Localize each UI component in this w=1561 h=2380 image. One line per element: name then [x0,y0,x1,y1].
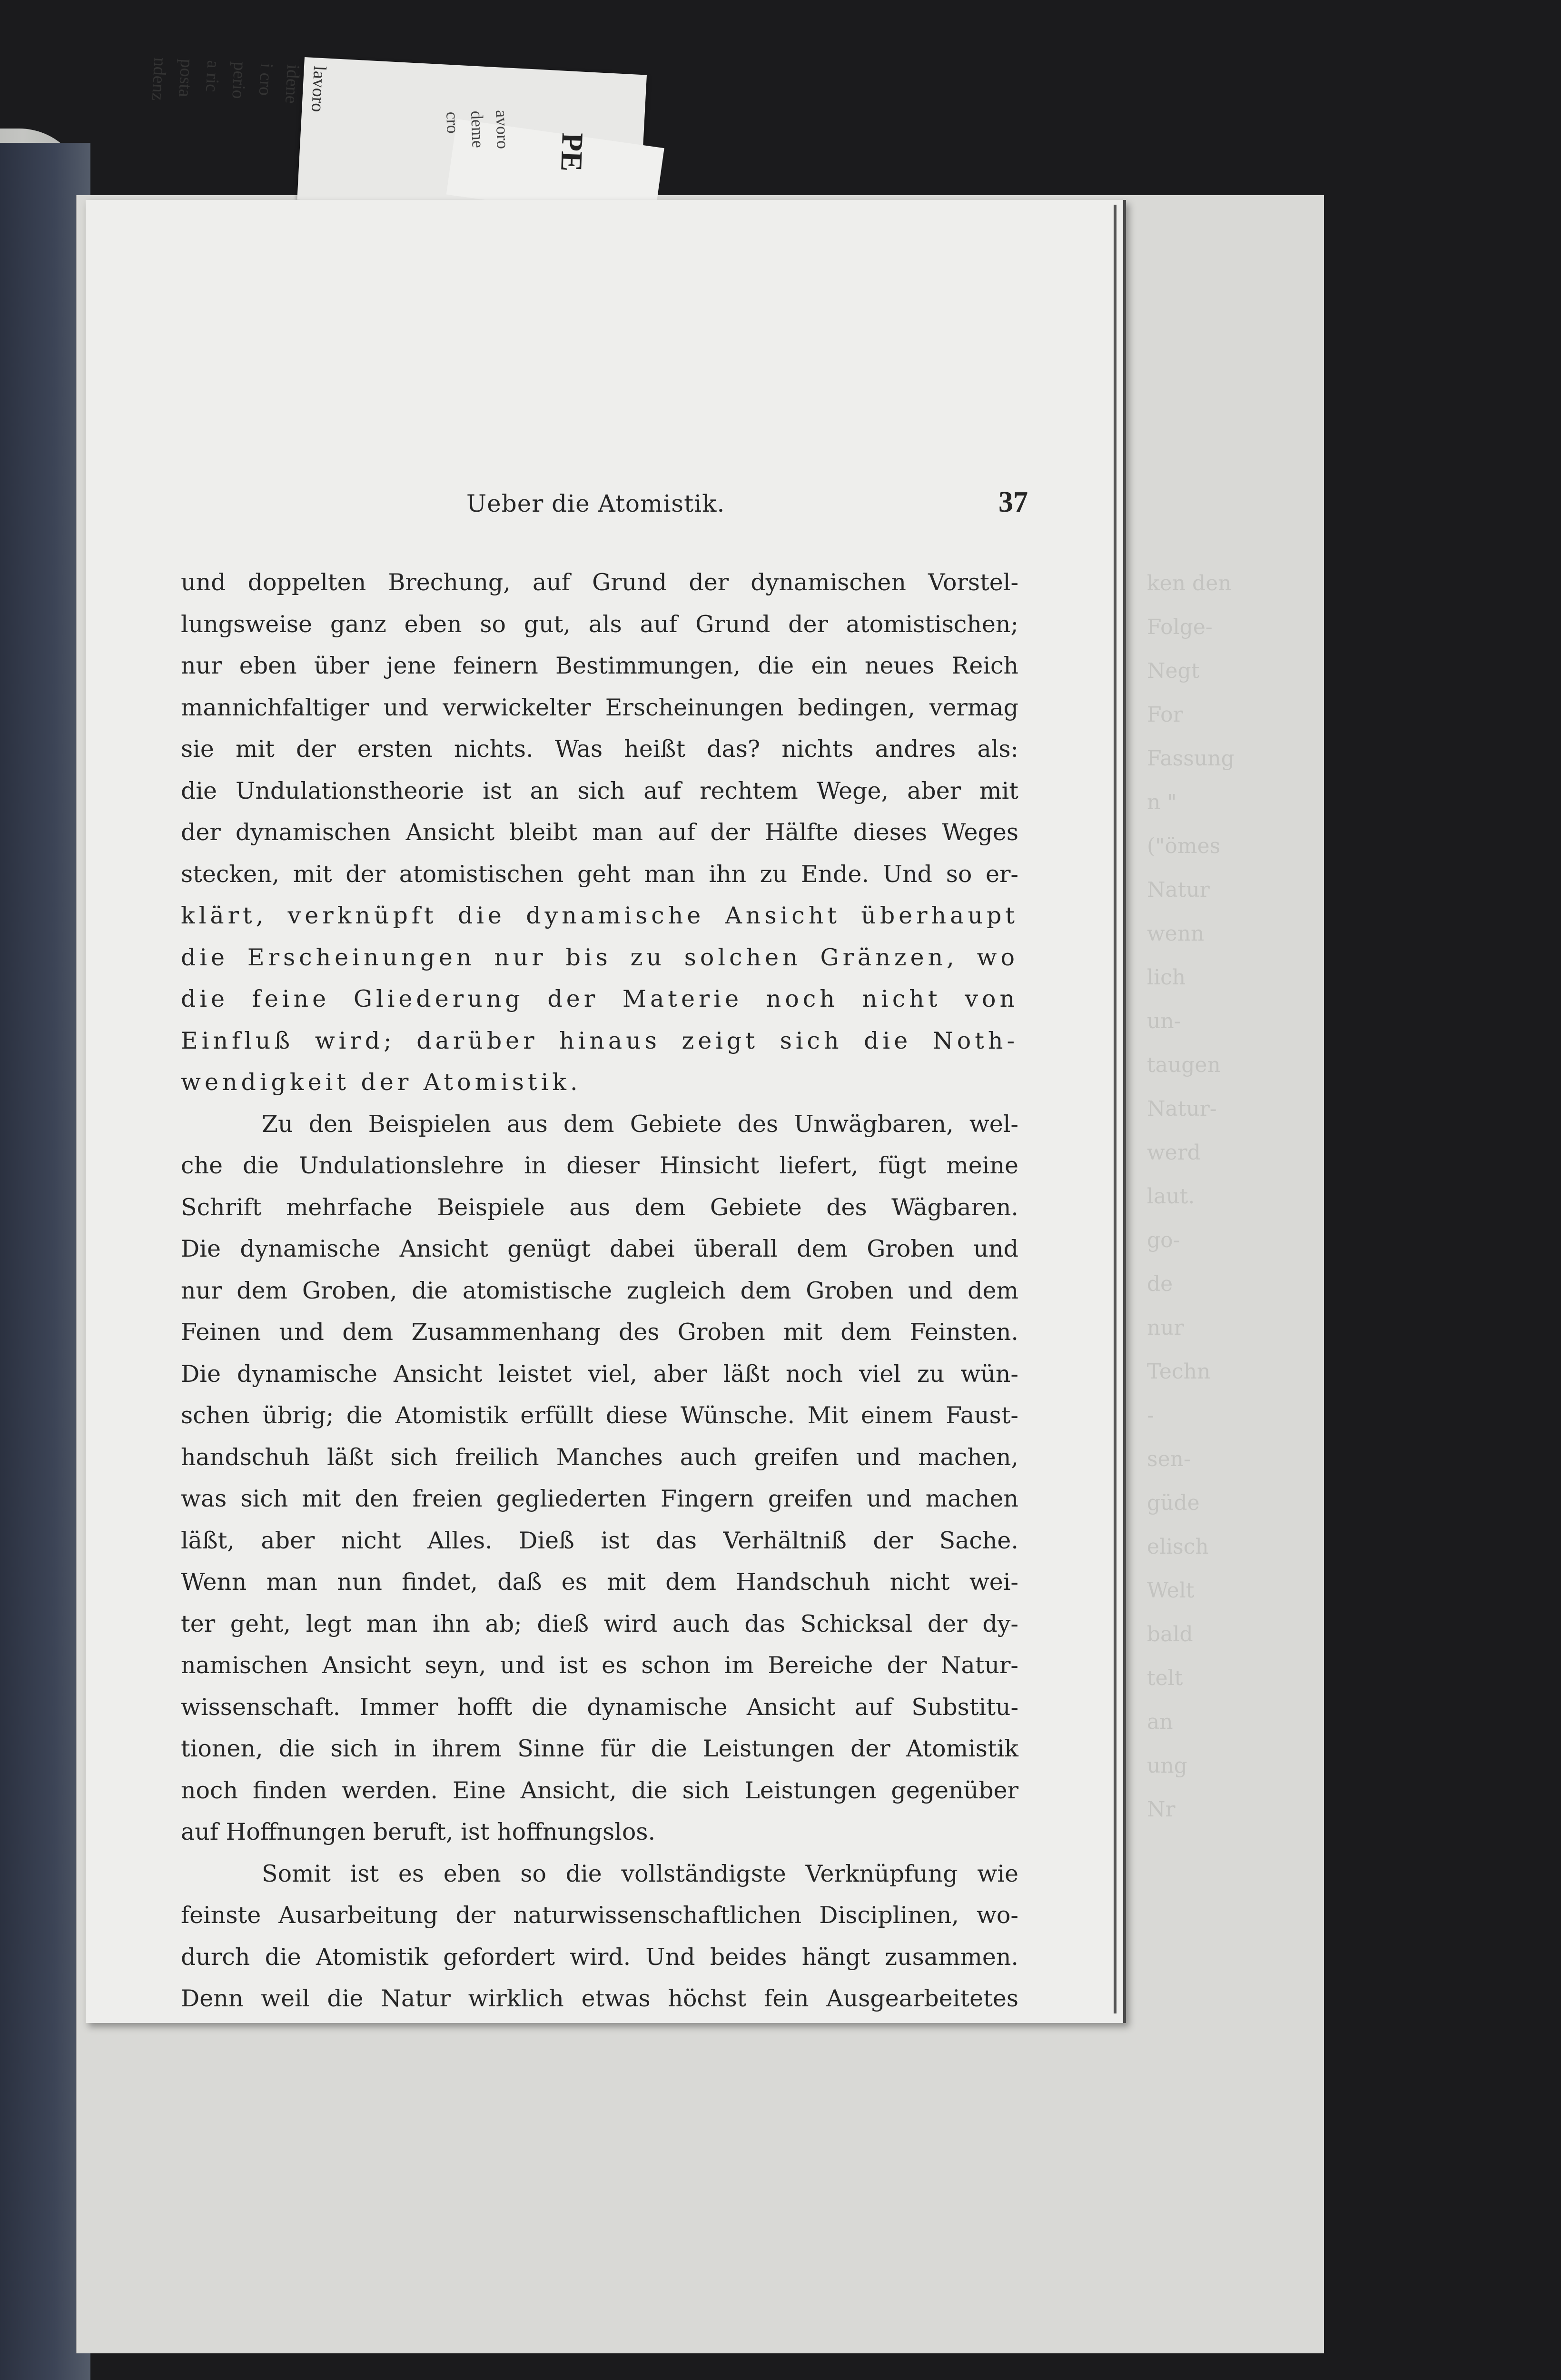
text-line: wendigkeit der Atomistik. [181,1069,582,1096]
text-line: Die dynamische Ansicht genügt dabei überall dem Groben und [181,1235,1018,1262]
text-line: schen übrig; die Atomistik erfüllt diese Wünsche. Mit einem Faust- [181,1402,1018,1429]
text-line: die feine Gliederung der Materie noch nicht von [181,985,1018,1012]
text-line: Die dynamische Ansicht leistet viel, aber läßt noch viel zu wün- [181,1360,1018,1388]
text-line: lungsweise ganz eben so gut, als auf Grund der atomistischen; [181,610,1018,638]
text-line: wissenschaft. Immer hofft die dynamische Ansicht auf Substitu- [181,1693,1018,1721]
text-line: nur eben über jene feinern Bestimmungen, die ein neues Reich [181,652,1018,679]
slip-text: lavoro idene i cro perio a ric posta ndenz [148,57,330,113]
slip-mark: PE [554,132,590,172]
text-line: Denn weil die Natur wirklich etwas höchst fein Ausgearbeitetes [181,1985,1018,2012]
text-line: tionen, die sich in ihrem Sinne für die Leistungen der Atomistik [181,1735,1018,1762]
text-line: nur dem Groben, die atomistische zugleich dem Groben und dem [181,1277,1018,1304]
slip-text-2: avoro deme cro [443,109,513,149]
text-line: Feinen und dem Zusammenhang des Groben mit dem Feinsten. [181,1319,1018,1346]
text-line: stecken, mit der atomistischen geht man ihn zu Ende. Und so er- [181,860,1018,888]
text-line: läßt, aber nicht Alles. Dieß ist das Verhältniß der Sache. [181,1527,1018,1554]
text-line: ter geht, legt man ihn ab; dieß wird auch das Schicksal der dy- [181,1610,1018,1637]
text-line: was sich mit den freien gegliederten Fingern greifen und machen [181,1485,1018,1512]
page-header [466,486,1028,528]
text-line: durch die Atomistik gefordert wird. Und beides hängt zusammen. [181,1943,1018,1971]
text-line: feinste Ausarbeitung der naturwissenschaftlichen Disciplinen, wo- [181,1902,1018,1929]
text-line: noch finden werden. Eine Ansicht, die sich Leistungen gegenüber [181,1776,1018,1804]
running-head: Ueber die Atomistik. [466,490,725,517]
text-line: Wenn man nun findet, daß es mit dem Handschuh nicht wei- [181,1568,1018,1596]
text-line: die Erscheinungen nur bis zu solchen Gränzen, wo [181,943,1018,971]
facsimile-page [86,200,1126,2023]
sheet-edge-shadow [1114,205,1116,2013]
text-line: und doppelten Brechung, auf Grund der dynamischen Vorstel- [181,569,1018,596]
text-line: die Undulationstheorie ist an sich auf rechtem Wege, aber mit [181,777,1018,804]
text-line: Somit ist es eben so die vollständigste Verknüpfung wie [262,1860,1018,1887]
body-text [181,562,1018,2020]
text-line: mannichfaltiger und verwickelter Erscheinungen bedingen, vermag [181,694,1018,721]
text-line: klärt, verknüpft die dynamische Ansicht überhaupt [181,902,1018,929]
text-line: Einfluß wird; darüber hinaus zeigt sich die Noth- [181,1027,1018,1054]
text-line: handschuh läßt sich freilich Manches auch greifen und machen, [181,1443,1018,1471]
text-line: der dynamischen Ansicht bleibt man auf der Hälfte dieses Weges [181,819,1018,846]
faint-bleed-through-text: ken den Folge- Negt For Fassung n " ("ömes Natur wenn lich un- taugen Natur- werd laut. go- de nur Techn - sen- güde elisch Welt bald telt an ung Nr [1147,571,1235,1822]
text-line: auf Hoffnungen beruft, ist hoffnungslos. [181,1818,656,1845]
text-line: Zu den Beispielen aus dem Gebiete des Unwägbaren, wel- [262,1110,1018,1138]
text-line: che die Undulationslehre in dieser Hinsicht liefert, fügt meine [181,1152,1018,1179]
text-line: namischen Ansicht seyn, und ist es schon im Bereiche der Natur- [181,1652,1018,1679]
text-line: sie mit der ersten nichts. Was heißt das? nichts andres als: [181,735,1018,763]
text-line: Schrift mehrfache Beispiele aus dem Gebiete des Wägbaren. [181,1193,1018,1221]
page-number: 37 [998,486,1028,518]
